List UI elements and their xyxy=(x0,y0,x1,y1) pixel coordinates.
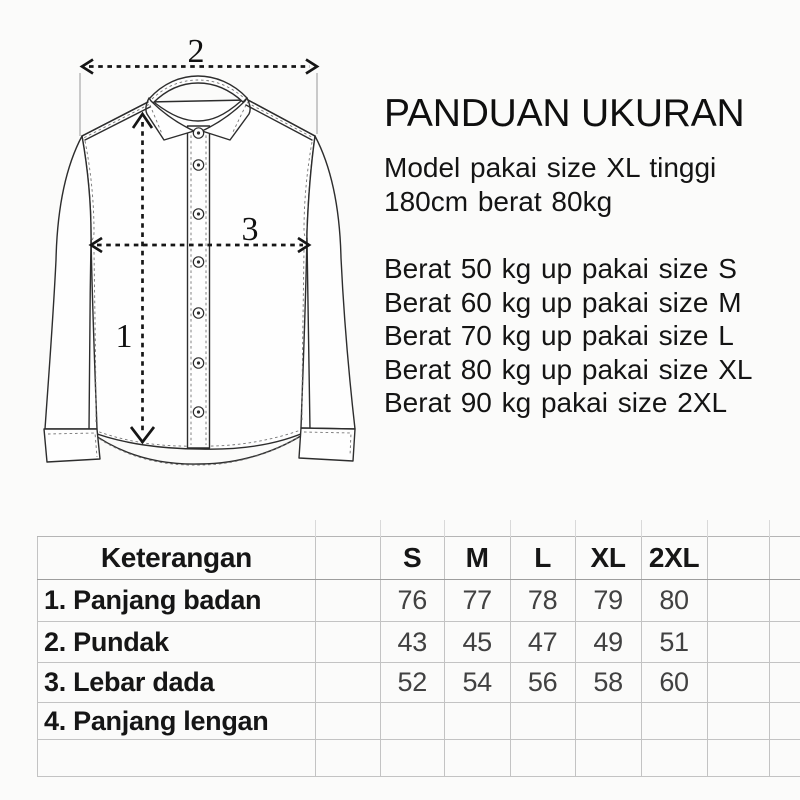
cuff-right xyxy=(299,428,355,461)
table-cell: 78 xyxy=(510,580,575,622)
header-keterangan: Keterangan xyxy=(38,537,316,580)
table-cell xyxy=(641,740,707,777)
table-cell: 76 xyxy=(380,580,444,622)
table-cell xyxy=(444,740,510,777)
table-cell: 77 xyxy=(444,580,510,622)
table-cell xyxy=(707,663,770,703)
table-row xyxy=(38,622,800,663)
table-row xyxy=(38,580,800,622)
table-cell: 80 xyxy=(641,580,707,622)
table-cell xyxy=(707,703,770,740)
table-cell xyxy=(707,740,770,777)
table-row-label: 1. Panjang badan xyxy=(38,580,316,622)
header-size-s: S xyxy=(380,537,444,580)
stub-cell xyxy=(770,520,800,537)
model-info-line: 180cm berat 80kg xyxy=(384,185,613,217)
stub-cell xyxy=(575,520,641,537)
table-cell xyxy=(770,580,800,622)
shirt-drawing xyxy=(44,73,355,465)
table-cell: 43 xyxy=(380,622,444,663)
weight-recommendation: Berat 60 kg up pakai size M xyxy=(384,286,742,318)
table-row-label: 3. Lebar dada xyxy=(38,663,316,703)
table-cell xyxy=(315,703,380,740)
table-cell: 51 xyxy=(641,622,707,663)
stub-cell xyxy=(510,520,575,537)
arrowhead-right xyxy=(306,60,317,74)
stub-cell xyxy=(641,520,707,537)
table-cell: 60 xyxy=(641,663,707,703)
table-cell: 52 xyxy=(380,663,444,703)
table-cell: 49 xyxy=(575,622,641,663)
dimension-label-3: 3 xyxy=(241,211,259,248)
table-cell xyxy=(380,740,444,777)
stub-cell xyxy=(380,520,444,537)
dimension-label-2: 2 xyxy=(187,33,205,70)
table-cell xyxy=(315,663,380,703)
weight-recommendation: Berat 50 kg up pakai size S xyxy=(384,253,737,284)
table-row xyxy=(38,663,800,703)
header-size-xl: XL xyxy=(575,537,641,580)
cuff-left xyxy=(44,429,100,462)
model-info xyxy=(384,151,716,218)
table-cell: 58 xyxy=(575,663,641,703)
header-size-l: L xyxy=(510,537,575,580)
size-table-grid xyxy=(37,520,800,777)
weight-recommendation: Berat 70 kg up pakai size L xyxy=(384,320,734,351)
table-cell: 56 xyxy=(510,663,575,703)
header-edge xyxy=(770,537,800,580)
table-cell xyxy=(770,622,800,663)
table-cell xyxy=(380,703,444,740)
header-trailing xyxy=(707,537,770,580)
header-size-2xl: 2XL xyxy=(641,537,707,580)
header-spacer xyxy=(315,537,380,580)
table-cell: 54 xyxy=(444,663,510,703)
table-row-label: 4. Panjang lengan xyxy=(38,703,316,740)
stub-cell xyxy=(38,520,316,537)
table-cell xyxy=(444,703,510,740)
model-info-line: Model pakai size XL tinggi xyxy=(384,152,717,183)
table-top-stub-row xyxy=(38,520,800,537)
table-cell: 79 xyxy=(575,580,641,622)
table-cell xyxy=(707,580,770,622)
table-cell: 45 xyxy=(444,622,510,663)
table-header-row xyxy=(38,537,800,580)
table-cell xyxy=(315,580,380,622)
header-size-m: M xyxy=(444,537,510,580)
table-cell xyxy=(770,663,800,703)
table-cell xyxy=(770,703,800,740)
table-cell xyxy=(510,703,575,740)
weight-recommendation: Berat 90 kg pakai size 2XL xyxy=(384,387,728,418)
stub-cell xyxy=(315,520,380,537)
table-cell xyxy=(510,740,575,777)
stub-cell xyxy=(444,520,510,537)
table-cell xyxy=(575,740,641,777)
table-cell xyxy=(770,740,800,777)
table-cell xyxy=(38,740,316,777)
table-empty-row xyxy=(38,740,800,777)
stub-cell xyxy=(707,520,770,537)
table-row-label: 2. Pundak xyxy=(38,622,316,663)
dimension-label-1: 1 xyxy=(115,318,133,355)
table-cell xyxy=(575,703,641,740)
table-row xyxy=(38,703,800,740)
table-cell xyxy=(707,622,770,663)
size-table xyxy=(37,520,800,777)
page-title: PANDUAN UKURAN xyxy=(384,92,745,135)
weight-recommendations xyxy=(384,252,752,420)
table-cell xyxy=(641,703,707,740)
table-cell xyxy=(315,740,380,777)
weight-recommendation: Berat 80 kg up pakai size XL xyxy=(384,353,753,385)
table-cell: 47 xyxy=(510,622,575,663)
table-cell xyxy=(315,622,380,663)
